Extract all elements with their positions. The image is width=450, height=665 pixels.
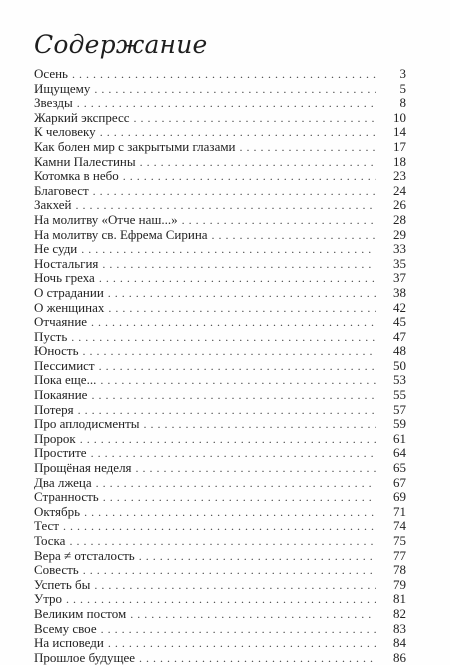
dot-leader [83, 344, 376, 359]
toc-entry [34, 198, 406, 213]
dot-leader [94, 82, 376, 97]
dot-leader [80, 432, 376, 447]
toc-entry-page: 38 [393, 284, 406, 300]
toc-entry-title: Утро [34, 591, 63, 607]
toc-entry-page: 61 [393, 430, 406, 446]
toc-entry-title: К человеку [34, 124, 96, 140]
toc-entry-title: Звезды [34, 95, 73, 111]
toc-entry [34, 315, 406, 330]
dot-leader [102, 257, 376, 272]
toc-entry-title: Жаркий экспресс [34, 109, 130, 125]
dot-leader [108, 301, 376, 316]
toc-entry-page: 65 [393, 460, 406, 476]
toc-entry-title: Вера ≠ отсталость [34, 547, 135, 563]
toc-entry-page: 23 [393, 168, 406, 184]
toc-entry-title: Юность [34, 343, 79, 359]
toc-entry-page: 64 [393, 445, 406, 461]
toc-entry-page: 33 [393, 241, 406, 257]
dot-leader [108, 286, 376, 301]
dot-leader [91, 388, 376, 403]
dot-leader [101, 622, 376, 637]
toc-entry-title: Пока еще... [34, 372, 97, 388]
toc-entry-title: Как болен мир с закрытыми глазами [34, 138, 236, 154]
toc-entry-title: Прощёная неделя [34, 460, 132, 476]
toc-entry [34, 96, 406, 111]
toc-entry-title: Странность [34, 489, 99, 505]
toc-entry [34, 461, 406, 476]
toc-entry-page: 29 [393, 226, 406, 242]
toc-entry-page: 86 [393, 649, 406, 665]
dot-leader [91, 315, 376, 330]
dot-leader [123, 169, 376, 184]
dot-leader [134, 111, 376, 126]
toc-entry [34, 476, 406, 491]
toc-entry [34, 257, 406, 272]
toc-entry-title: Про аплодисменты [34, 416, 140, 432]
toc-entry-title: Потеря [34, 401, 74, 417]
toc-entry-title: Октябрь [34, 503, 81, 519]
toc-entry-title: Ночь греха [34, 270, 95, 286]
toc-entry-page: 8 [399, 95, 406, 111]
toc-entry [34, 184, 406, 199]
toc-entry-page: 45 [393, 314, 406, 330]
toc-entry [34, 67, 406, 82]
toc-entry-page: 42 [393, 299, 406, 315]
dot-leader [139, 651, 376, 665]
toc-entry-title: Прошлое будущее [34, 649, 136, 665]
toc-entry-title: Пророк [34, 430, 76, 446]
toc-entry-page: 17 [393, 138, 406, 154]
toc-entry-page: 28 [393, 211, 406, 227]
toc-entry [34, 82, 406, 97]
dot-leader [81, 242, 376, 257]
dot-leader [77, 96, 376, 111]
toc-entry [34, 549, 406, 564]
toc-entry-title: Не суди [34, 241, 78, 257]
toc-entry-title: Пусть [34, 328, 68, 344]
dot-leader [103, 490, 376, 505]
toc-entry-page: 53 [393, 372, 406, 388]
dot-leader [99, 271, 376, 286]
toc-entry-title: Закхей [34, 197, 72, 213]
toc-entry [34, 622, 406, 637]
toc-entry-title: Отчаяние [34, 314, 88, 330]
toc-entry [34, 432, 406, 447]
toc-entry-page: 83 [393, 620, 406, 636]
toc-entry [34, 651, 406, 665]
toc-entry [34, 490, 406, 505]
toc-entry [34, 111, 406, 126]
toc-entry-title: Всему свое [34, 620, 97, 636]
toc-entry [34, 125, 406, 140]
toc-entry-title: На исповеди [34, 635, 104, 651]
toc-entry-page: 47 [393, 328, 406, 344]
toc-entry-page: 77 [393, 547, 406, 563]
toc-entry-page: 69 [393, 489, 406, 505]
dot-leader [93, 184, 376, 199]
toc-entry-page: 71 [393, 503, 406, 519]
toc-entry [34, 417, 406, 432]
toc-entry-page: 82 [393, 605, 406, 621]
toc-entry [34, 213, 406, 228]
dot-leader [72, 67, 376, 82]
toc-entry [34, 505, 406, 520]
toc-entry [34, 242, 406, 257]
toc-entry-page: 75 [393, 533, 406, 548]
toc-entry [34, 271, 406, 286]
toc-entry-title: Два лжеца [34, 474, 92, 490]
toc-entry-title: О женщинах [34, 299, 105, 315]
dot-leader [84, 505, 376, 520]
toc-entry-page: 78 [393, 562, 406, 578]
toc-entry-page: 26 [393, 197, 406, 213]
dot-leader [108, 636, 376, 651]
toc-entry-title: Успеть бы [34, 576, 91, 592]
toc-entry [34, 155, 406, 170]
toc-entry-title: На молитву св. Ефрема Сирина [34, 226, 208, 242]
dot-leader [78, 403, 376, 418]
toc-entry-title: Простите [34, 445, 87, 461]
toc-entry-title: Пессимист [34, 357, 95, 373]
toc-entry-page: 37 [393, 270, 406, 286]
toc-entry-title: Благовест [34, 182, 89, 198]
toc-entry-page: 55 [393, 387, 406, 403]
toc-entry-page: 79 [393, 576, 406, 592]
toc-entry-title: Осень [34, 66, 68, 81]
toc-entry [34, 344, 406, 359]
toc-entry-title: Тест [34, 518, 59, 534]
toc-entry [34, 592, 406, 607]
dot-leader [66, 592, 376, 607]
toc-entry [34, 228, 406, 243]
dot-leader [100, 125, 376, 140]
toc-entry-page: 18 [393, 153, 406, 169]
toc-entry-page: 35 [393, 255, 406, 271]
toc-entry-title: Ностальгия [34, 255, 99, 271]
toc-entry-page: 3 [399, 66, 406, 81]
toc-entry-title: Котомка в небо [34, 168, 119, 184]
toc-entry-title: Камни Палестины [34, 153, 136, 169]
toc-entry [34, 563, 406, 578]
toc-entry [34, 403, 406, 418]
toc-entry [34, 578, 406, 593]
dot-leader [83, 563, 376, 578]
toc-entry-page: 24 [393, 182, 406, 198]
dot-leader [182, 213, 376, 228]
toc-entry [34, 373, 406, 388]
dot-leader [130, 607, 376, 622]
toc-entry-page: 14 [393, 124, 406, 140]
toc-entry-page: 57 [393, 401, 406, 417]
dot-leader [139, 549, 376, 564]
toc-entry [34, 286, 406, 301]
toc-entry-title: Совесть [34, 562, 79, 578]
dot-leader [71, 330, 376, 345]
toc-entry-page: 59 [393, 416, 406, 432]
toc-entry-title: Великим постом [34, 605, 127, 621]
toc-entry-page: 84 [393, 635, 406, 651]
toc-entry [34, 169, 406, 184]
toc-entry-page: 10 [393, 109, 406, 125]
page-title: Содержание [34, 30, 208, 59]
toc-list [34, 67, 406, 665]
toc-entry-page: 74 [393, 518, 406, 534]
toc-entry-page: 81 [393, 591, 406, 607]
toc-entry-title: О страдании [34, 284, 104, 300]
toc-entry [34, 330, 406, 345]
dot-leader [63, 519, 376, 534]
dot-leader [240, 140, 376, 155]
dot-leader [144, 417, 376, 432]
toc-entry-page: 50 [393, 357, 406, 373]
toc-entry [34, 301, 406, 316]
toc-entry-page: 67 [393, 474, 406, 490]
dot-leader [91, 446, 376, 461]
dot-leader [140, 155, 376, 170]
toc-entry [34, 140, 406, 155]
toc-entry [34, 636, 406, 651]
dot-leader [100, 373, 376, 388]
toc-entry-title: Ищущему [34, 80, 91, 96]
toc-entry-title: На молитву «Отче наш...» [34, 211, 178, 227]
toc-entry [34, 519, 406, 534]
toc-entry-page: 48 [393, 343, 406, 359]
dot-leader [76, 198, 376, 213]
dot-leader [99, 359, 376, 374]
dot-leader [136, 461, 376, 476]
toc-entry [34, 359, 406, 374]
dot-leader [96, 476, 376, 491]
toc-entry-title: Покаяние [34, 387, 88, 403]
toc-entry-page: 5 [399, 80, 406, 96]
toc-entry [34, 388, 406, 403]
dot-leader [69, 534, 376, 549]
toc-entry [34, 607, 406, 622]
toc-entry-title: Тоска [34, 533, 66, 548]
dot-leader [212, 228, 376, 243]
dot-leader [94, 578, 376, 593]
toc-entry [34, 446, 406, 461]
toc-entry [34, 534, 406, 549]
